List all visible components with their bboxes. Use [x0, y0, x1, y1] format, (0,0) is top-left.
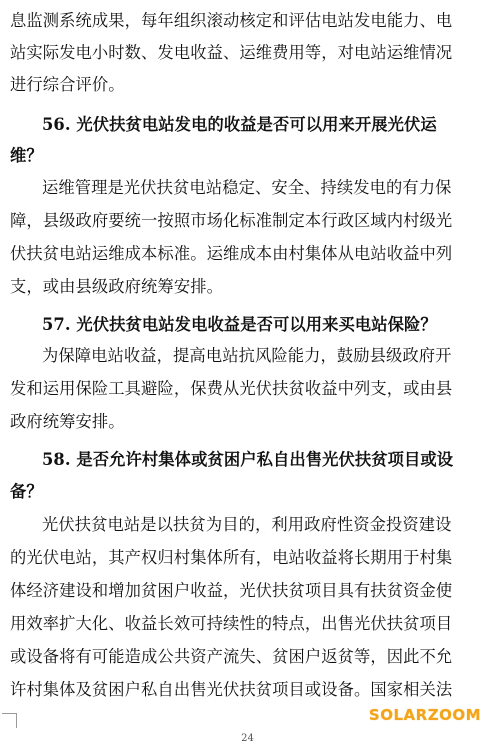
text-line: 体经济建设和增加贫困户收益，光伏扶贫项目具有扶贫资金使: [10, 581, 453, 600]
question-heading-58: 58. 是否允许村集体或贫困户私自出售光伏扶贫项目或设: [42, 450, 454, 469]
text-line: 用效率扩大化、收益长效可持续性的特点，出售光伏扶贫项目: [10, 614, 453, 633]
text-line: 站实际发电小时数、发电收益、运维费用等，对电站运维情况: [10, 43, 453, 62]
text-line: 发和运用保险工具避险，保费从光伏扶贫收益中列支，或由县: [10, 379, 453, 398]
question-heading-56-cont: 维？: [10, 146, 43, 165]
text-line: 为保障电站收益，提高电站抗风险能力，鼓励县级政府开: [42, 346, 452, 365]
text-line: 障，县级政府要统一按照市场化标准制定本行政区域内村级光: [10, 211, 453, 230]
text-line: 支，或由县级政府统筹安排。: [10, 277, 223, 296]
text-line: 的光伏电站，其产权归村集体所有，电站收益将长期用于村集: [10, 548, 453, 567]
page-number: 24: [241, 733, 254, 744]
question-heading-56: 56. 光伏扶贫电站发电的收益是否可以用来开展光伏运: [42, 115, 437, 134]
question-heading-57: 57. 光伏扶贫电站发电收益是否可以用来买电站保险？: [42, 315, 437, 334]
text-line: 或设备将有可能造成公共资产流失、贫困户返贫等，因此不允: [10, 647, 453, 666]
question-heading-58-cont: 备？: [10, 482, 43, 501]
text-line: 进行综合评价。: [10, 75, 125, 94]
text-line: 光伏扶贫电站是以扶贫为目的，利用政府性资金投资建设: [42, 515, 452, 534]
solarzoom-watermark-logo: SOLARZOOM: [368, 706, 481, 724]
margin-crop-mark: [2, 713, 17, 728]
text-line: 伏扶贫电站运维成本标准。运维成本由村集体从电站收益中列: [10, 244, 453, 263]
text-line: 运维管理是光伏扶贫电站稳定、安全、持续发电的有力保: [42, 178, 452, 197]
text-line: 政府统筹安排。: [10, 412, 125, 431]
text-line: 许村集体及贫困户私自出售光伏扶贫项目或设备。国家相关法: [10, 680, 453, 699]
text-line: 息监测系统成果，每年组织滚动核定和评估电站发电能力、电: [10, 11, 453, 30]
